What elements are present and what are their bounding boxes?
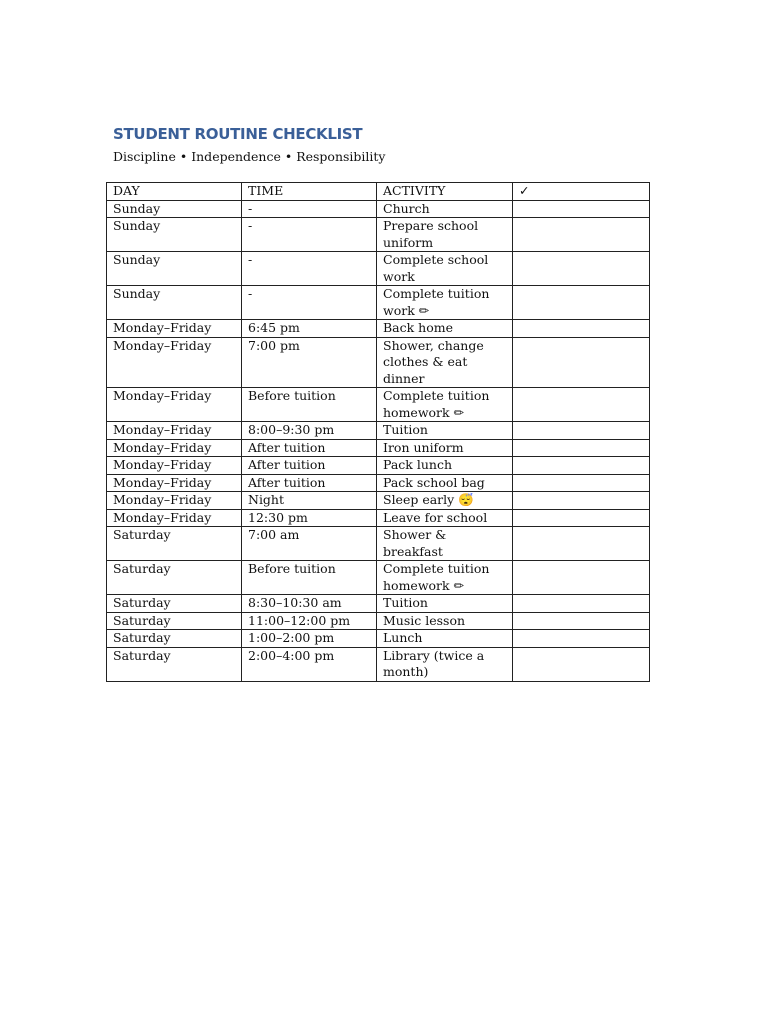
time-cell: 7:00 am [242, 527, 377, 561]
table-row [107, 457, 650, 475]
time-cell: 12:30 pm [242, 509, 377, 527]
checkbox-cell[interactable] [513, 422, 650, 440]
activity-cell: Lunch [377, 630, 513, 648]
activity-cell: Iron uniform [377, 439, 513, 457]
table-row [107, 320, 650, 338]
activity-cell: Shower, change clothes & eat dinner [377, 337, 513, 388]
table-row [107, 509, 650, 527]
table-row [107, 252, 650, 286]
checkbox-cell[interactable] [513, 286, 650, 320]
table-row [107, 218, 650, 252]
table-row [107, 439, 650, 457]
page-title: STUDENT ROUTINE CHECKLIST [113, 125, 363, 143]
checkbox-cell[interactable] [513, 474, 650, 492]
checkbox-cell[interactable] [513, 252, 650, 286]
checkbox-cell[interactable] [513, 439, 650, 457]
day-cell: Saturday [107, 612, 242, 630]
checkbox-cell[interactable] [513, 320, 650, 338]
time-cell: 8:00–9:30 pm [242, 422, 377, 440]
day-cell: Saturday [107, 561, 242, 595]
header-row [107, 183, 650, 201]
day-cell: Sunday [107, 200, 242, 218]
time-cell: 1:00–2:00 pm [242, 630, 377, 648]
time-cell: 7:00 pm [242, 337, 377, 388]
day-cell: Saturday [107, 527, 242, 561]
header-activity: ACTIVITY [377, 183, 513, 201]
day-cell: Monday–Friday [107, 457, 242, 475]
time-cell: - [242, 200, 377, 218]
activity-cell: Library (twice a month) [377, 647, 513, 681]
activity-cell: Pack lunch [377, 457, 513, 475]
routine-table [106, 182, 650, 682]
day-cell: Monday–Friday [107, 474, 242, 492]
table-row [107, 388, 650, 422]
checkbox-cell[interactable] [513, 492, 650, 510]
day-cell: Monday–Friday [107, 509, 242, 527]
table-body [107, 200, 650, 681]
time-cell: 11:00–12:00 pm [242, 612, 377, 630]
time-cell: 8:30–10:30 am [242, 595, 377, 613]
time-cell: Before tuition [242, 561, 377, 595]
header-check: ✓ [513, 183, 650, 201]
table-row [107, 561, 650, 595]
day-cell: Monday–Friday [107, 337, 242, 388]
table-row [107, 337, 650, 388]
time-cell: - [242, 252, 377, 286]
header-day: DAY [107, 183, 242, 201]
day-cell: Monday–Friday [107, 422, 242, 440]
activity-cell: Complete tuition work ✏ [377, 286, 513, 320]
time-cell: Night [242, 492, 377, 510]
time-cell: - [242, 218, 377, 252]
checkbox-cell[interactable] [513, 612, 650, 630]
table-row [107, 595, 650, 613]
checkbox-cell[interactable] [513, 509, 650, 527]
time-cell: After tuition [242, 439, 377, 457]
day-cell: Monday–Friday [107, 439, 242, 457]
activity-cell: Complete tuition homework ✏ [377, 561, 513, 595]
checkbox-cell[interactable] [513, 218, 650, 252]
table-row [107, 286, 650, 320]
checkbox-cell[interactable] [513, 457, 650, 475]
table-row [107, 612, 650, 630]
day-cell: Sunday [107, 252, 242, 286]
activity-cell: Shower & breakfast [377, 527, 513, 561]
activity-cell: Tuition [377, 595, 513, 613]
checkbox-cell[interactable] [513, 630, 650, 648]
time-cell: - [242, 286, 377, 320]
day-cell: Saturday [107, 595, 242, 613]
table-row [107, 647, 650, 681]
checkbox-cell[interactable] [513, 647, 650, 681]
time-cell: After tuition [242, 457, 377, 475]
day-cell: Saturday [107, 647, 242, 681]
day-cell: Saturday [107, 630, 242, 648]
checkbox-cell[interactable] [513, 595, 650, 613]
activity-cell: Prepare school uniform [377, 218, 513, 252]
activity-cell: Leave for school [377, 509, 513, 527]
checkbox-cell[interactable] [513, 527, 650, 561]
day-cell: Sunday [107, 218, 242, 252]
day-cell: Monday–Friday [107, 388, 242, 422]
activity-cell: Complete tuition homework ✏ [377, 388, 513, 422]
activity-cell: Sleep early 😴 [377, 492, 513, 510]
checkbox-cell[interactable] [513, 337, 650, 388]
time-cell: 6:45 pm [242, 320, 377, 338]
activity-cell: Tuition [377, 422, 513, 440]
activity-cell: Church [377, 200, 513, 218]
table-row [107, 630, 650, 648]
time-cell: After tuition [242, 474, 377, 492]
day-cell: Monday–Friday [107, 492, 242, 510]
checkbox-cell[interactable] [513, 388, 650, 422]
time-cell: 2:00–4:00 pm [242, 647, 377, 681]
activity-cell: Music lesson [377, 612, 513, 630]
table-row [107, 422, 650, 440]
checkbox-cell[interactable] [513, 200, 650, 218]
day-cell: Sunday [107, 286, 242, 320]
table-row [107, 492, 650, 510]
day-cell: Monday–Friday [107, 320, 242, 338]
table-row [107, 474, 650, 492]
activity-cell: Complete school work [377, 252, 513, 286]
activity-cell: Back home [377, 320, 513, 338]
table-header [107, 183, 650, 201]
checkbox-cell[interactable] [513, 561, 650, 595]
activity-cell: Pack school bag [377, 474, 513, 492]
table-row [107, 200, 650, 218]
header-time: TIME [242, 183, 377, 201]
page-subtitle: Discipline • Independence • Responsibility [113, 149, 386, 164]
table-row [107, 527, 650, 561]
time-cell: Before tuition [242, 388, 377, 422]
